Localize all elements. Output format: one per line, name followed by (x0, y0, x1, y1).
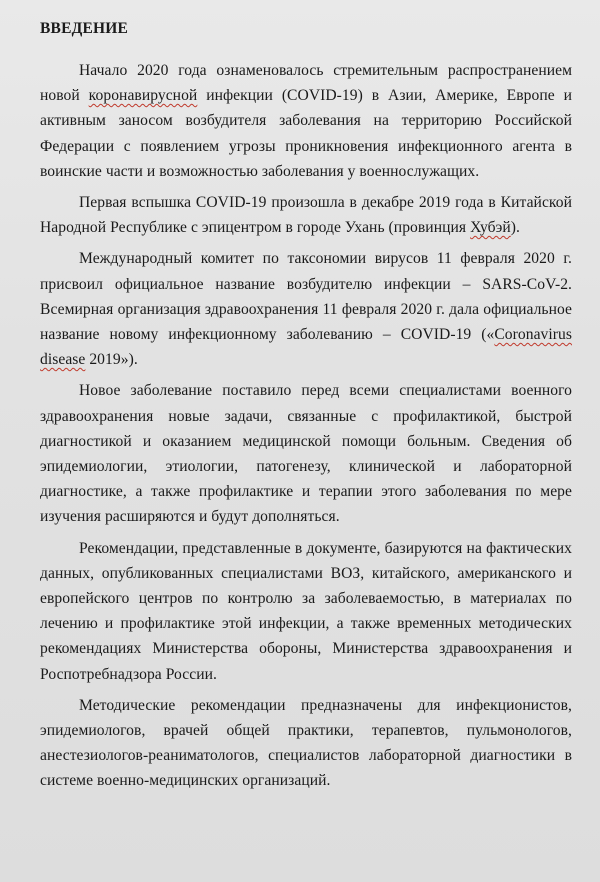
text-segment: Начало 2020 года ознаменовалось стремительным распространением новой (40, 62, 572, 105)
text-segment: 2019»). (85, 351, 138, 369)
paragraph-5: Рекомендации, представленные в документе, базируются на фактических данных, опубликованных специалистами ВОЗ, китайского, американского и европейского центров по контролю за заболеваемостью, в материалах по лечению и профилактике этой инфекции, а также временных методических рекомендациях Министерства обороны, Министерства здравоохранения и Роспотребнадзора России. (40, 539, 572, 683)
misspelled-word: коронавирусной (88, 87, 198, 105)
section-heading: ВВЕДЕНИЕ (40, 20, 129, 37)
paragraph-2 (40, 190, 572, 240)
text-segment: ). (510, 219, 520, 237)
text-segment: Первая вспышка COVID-19 произошла в декабре 2019 года в Китайской Народной Республике с эпицентром в городе Ухань (провинция (40, 194, 572, 237)
paragraph-3 (40, 246, 572, 372)
misspelled-word: Coronavirus (494, 326, 572, 344)
misspelled-word: Хубэй (470, 219, 511, 237)
paragraph-4: Новое заболевание поставило перед всеми специалистами военного здравоохранения новые задачи, связанные с профилактикой, быстрой диагностикой и оказанием медицинской помощи больным. Сведения об эпидемиологии, этиологии, патогенезу, клинической и лабораторной диагностике, а также профилактике и терапии этого заболевания по мере изучения расширяются и будут дополняться. (40, 382, 572, 526)
text-segment: инфекции (COVID-19) в Азии, Америке, Европе и активным заносом возбудителя заболевания на территорию Российской Федерации с появлением угрозы проникновения инфекционного агента в воинские части и возможностью заболевания у военнослужащих. (40, 87, 572, 180)
misspelled-word: disease (40, 351, 86, 369)
paragraph-1 (40, 58, 572, 184)
paragraph-6: Методические рекомендации предназначены для инфекционистов, эпидемиологов, врачей общей практики, терапевтов, пульмонологов, анестезиологов-реаниматологов, специалистов лабораторной диагностики в системе военно-медицинских организаций. (40, 696, 572, 790)
text-segment: Международный комитет по таксономии вирусов 11 февраля 2020 г. присвоил официальное название возбудителю инфекции – SARS-CoV-2. Всемирная организация здравоохранения 11 февраля 2020 г. дала официальное название новому инфекционному заболеванию – COVID-19 (« (40, 250, 572, 344)
